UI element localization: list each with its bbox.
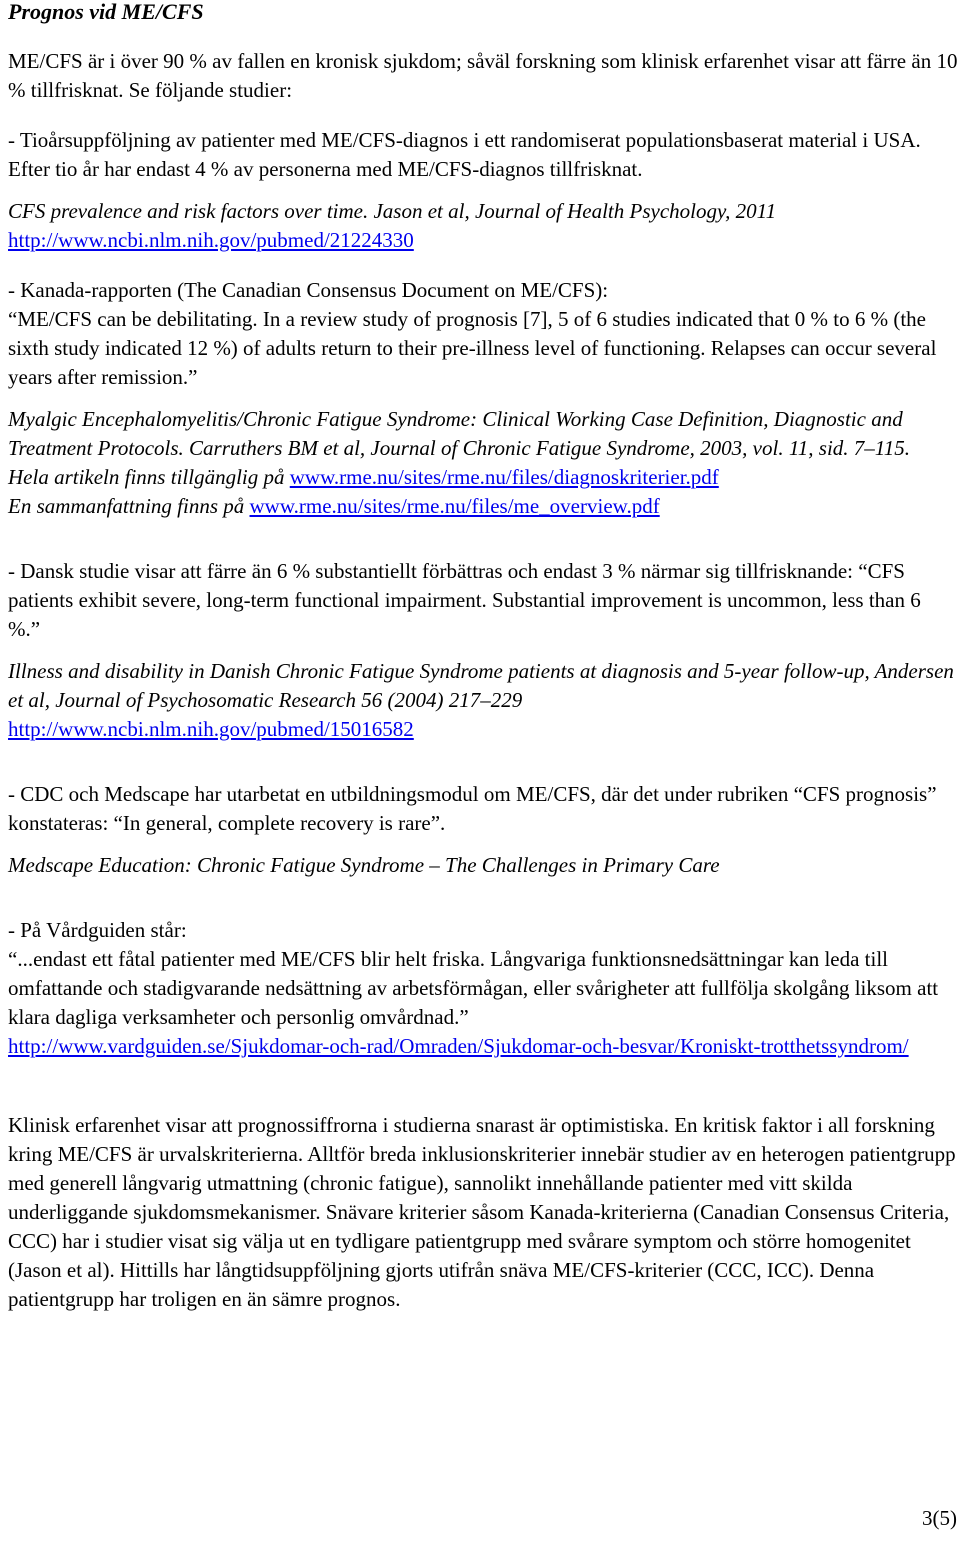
spacer <box>8 255 958 276</box>
spacer <box>8 644 958 657</box>
spacer <box>8 521 958 557</box>
study5-intro: - På Vårdguiden står: <box>8 918 187 942</box>
intro-paragraph: ME/CFS är i över 90 % av fallen en kronisk sjukdom; såväl forskning som klinisk erfarenhet visar att färre än 10 % tillfrisknat. Se följande studier: <box>8 49 958 102</box>
study1-link[interactable]: http://www.ncbi.nlm.nih.gov/pubmed/21224330 <box>8 228 414 252</box>
study1-text: - Tioårsuppföljning av patienter med ME/CFS-diagnos i ett randomiserat populationsbaserat material i USA. Efter tio år har endast 4 % av personerna med ME/CFS-diagnos tillfrisknat. <box>8 128 921 181</box>
study5-quote: “...endast ett fåtal patienter med ME/CFS blir helt friska. Långvariga funktionsnedsättningar kan leda till omfattande och stadigvarande nedsättning av arbetsförmågan, eller svårigheter att fullfölja skolgång liksom att klara dagliga verksamheter och personlig omvårdnad.” <box>8 947 939 1029</box>
study5-link[interactable]: http://www.vardguiden.se/Sjukdomar-och-rad/Omraden/Sjukdomar-och-besvar/Kroniskt-trotthetssyndrom/ <box>8 1034 909 1058</box>
study2-full-article <box>8 463 958 492</box>
summary-link[interactable]: www.rme.nu/sites/rme.nu/files/me_overview.pdf <box>249 494 660 518</box>
study2-intro: - Kanada-rapporten (The Canadian Consensus Document on ME/CFS): <box>8 278 609 302</box>
spacer <box>8 880 958 916</box>
spacer <box>8 26 958 47</box>
study4-citation: Medscape Education: Chronic Fatigue Syndrome – The Challenges in Primary Care <box>8 853 720 877</box>
study3-link[interactable]: http://www.ncbi.nlm.nih.gov/pubmed/15016582 <box>8 717 414 741</box>
study1-citation: CFS prevalence and risk factors over time. Jason et al, Journal of Health Psychology, 2011 <box>8 199 777 223</box>
page-title: Prognos vid ME/CFS <box>8 0 204 24</box>
spacer <box>8 1061 958 1111</box>
study3-citation: Illness and disability in Danish Chronic Fatigue Syndrome patients at diagnosis and 5-year follow-up, Andersen et al, Journal of Psychosomatic Research 56 (2004) 217–229 <box>8 659 954 712</box>
study2-summary <box>8 492 958 521</box>
spacer <box>8 744 958 780</box>
page-number: 3(5) <box>922 1506 957 1530</box>
full-article-link[interactable]: www.rme.nu/sites/rme.nu/files/diagnoskriterier.pdf <box>289 465 719 489</box>
study2-citation: Myalgic Encephalomyelitis/Chronic Fatigue Syndrome: Clinical Working Case Definition, Diagnostic and Treatment Protocols. Carruthers BM et al, Journal of Chronic Fatigue Syndrome, 2003, vol. 11, sid. 7–115. <box>8 407 910 460</box>
study2-quote: “ME/CFS can be debilitating. In a review study of prognosis [7], 5 of 6 studies indicated that 0 % to 6 % (the sixth study indicated 12 %) of adults return to their pre-illness level of functioning. Relapses can occur several years after remission.” <box>8 307 937 389</box>
full-article-label: Hela artikeln finns tillgänglig på <box>8 465 285 489</box>
conclusion-paragraph: Klinisk erfarenhet visar att prognossiffrorna i studierna snarast är optimistiska. En kritisk faktor i all forskning kring ME/CFS är urvalskriterierna. Alltför breda inklusionskriterier innebär studier av en heterogen patientgrupp med generell långvarig utmattning (chronic fatigue), sannolikt innehållande patienter med vitt skilda underliggande sjukdomsmekanismer. Snävare kriterier såsom Kanada-kriterierna (Canadian Consensus Criteria, CCC) har i studier visat sig välja ut en tydligare patientgrupp med svårare symptom och större homogenitet (Jason et al). Hittills har långtidsuppföljning gjorts utifrån snäva ME/CFS-kriterier (CCC, ICC). Denna patientgrupp har troligen en än sämre prognos. <box>8 1113 956 1311</box>
spacer <box>8 105 958 126</box>
spacer <box>8 392 958 405</box>
study3-text: - Dansk studie visar att färre än 6 % substantiellt förbättras och endast 3 % närmar sig tillfrisknande: “CFS patients exhibit severe, long-term functional impairment. Substantial improvement is uncommon, less than 6 %.” <box>8 559 921 641</box>
spacer <box>8 838 958 851</box>
spacer <box>8 184 958 197</box>
study4-text: - CDC och Medscape har utarbetat en utbildningsmodul om ME/CFS, där det under rubriken “CFS prognosis” konstateras: “In general, complete recovery is rare”. <box>8 782 937 835</box>
summary-label: En sammanfattning finns på <box>8 494 245 518</box>
document-page <box>8 0 958 1314</box>
